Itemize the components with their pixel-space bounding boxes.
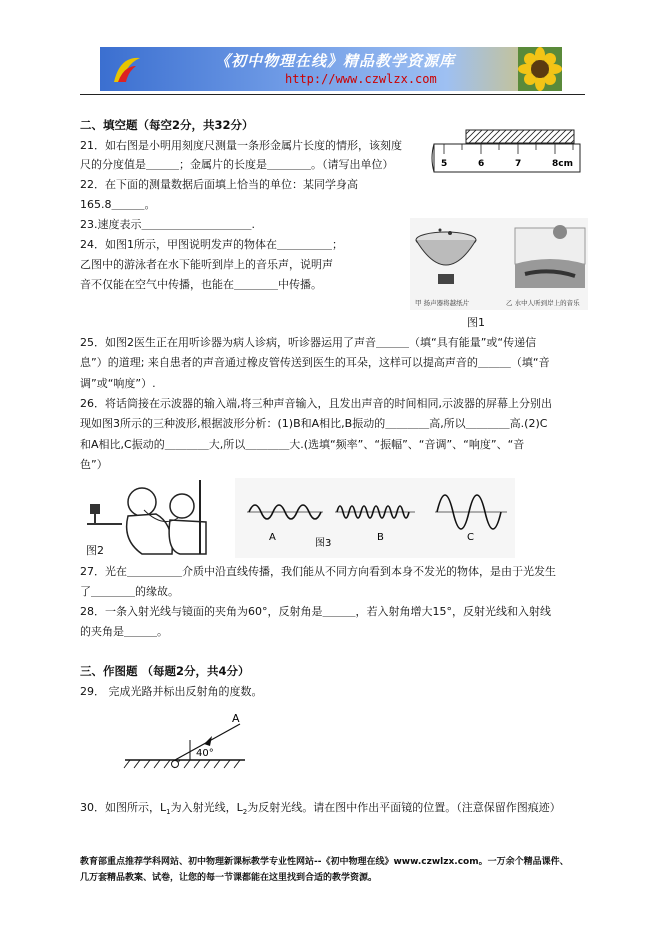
banner-url[interactable]: http://www.czwlzx.com (285, 72, 437, 86)
footer-line-1: 教育部重点推荐学科网站、初中物理新课标教学专业性网站--《初中物理在线》www.czwlzx.com。一万余个精品课件、 (80, 857, 569, 867)
ruler-tick-8cm: 8cm (552, 159, 573, 169)
figure-1 (410, 218, 588, 310)
wave-label-b: B (377, 532, 384, 543)
q30-sub-1: 1 (166, 808, 171, 817)
wave-label-c: C (467, 532, 474, 543)
fig1-caption-left: 甲 扬声器将越纸片 (415, 299, 470, 307)
q24-line2: 乙图中的游泳者在水下能听到岸上的音乐声，说明声 (80, 258, 333, 271)
wave-label-a: A (269, 532, 276, 543)
section2-heading: 二、填空题（每空2分，共32分） (80, 118, 254, 132)
header-banner (100, 47, 562, 91)
q25-line1: 25．如图2医生正在用听诊器为病人诊病，听诊器运用了声音＿＿＿（填“具有能量”或“传递信 (80, 336, 537, 349)
point-a-label: A (232, 712, 240, 725)
q30-part-2: 为入射光线，L (170, 801, 243, 814)
q30-text (80, 801, 561, 819)
q21-line1: 21．如右图是小明用刻度尺测量一条形金属片长度的情形，该刻度 (80, 139, 402, 152)
q27-line1: 27．光在＿＿＿＿＿介质中沿直线传播，我们能从不同方向看到本身不发光的物体，是由于光发生 (80, 565, 556, 578)
fig1-caption-right: 乙 水中人听到岸上的音乐 (506, 299, 580, 307)
ruler-tick-5: 5 (441, 159, 448, 169)
angle-40-label: 40° (196, 748, 214, 759)
ruler-tick-6: 6 (478, 159, 485, 169)
q22-line1: 22．在下面的测量数据后面填上恰当的单位：某同学身高 (80, 178, 358, 191)
banner-title: 《初中物理在线》精品教学资源库 (215, 52, 456, 70)
q25-line3: 调”或“响度”）. (80, 377, 156, 390)
ray-diagram (120, 710, 250, 780)
q22-line2: 165.8＿＿＿。 (80, 198, 156, 211)
fig1-label: 图1 (467, 316, 485, 329)
q28-line1: 28．一条入射光线与镜面的夹角为60°，反射角是＿＿＿，若入射角增大15°，反射光线和入射线 (80, 605, 551, 618)
q27-line2: 了＿＿＿＿的缘故。 (80, 585, 179, 598)
footer-line-2: 几万套精品教案、试卷，让您的每一节课都能在这里找到合适的教学资源。 (80, 873, 378, 883)
q23-line: 23.速度表示＿＿＿＿＿＿＿＿＿＿. (80, 218, 255, 231)
figure-3-waveforms (235, 478, 515, 558)
q25-line2: 息”）的道理; 来自患者的声音通过橡皮管传送到医生的耳朵，这样可以提高声音的＿＿＿（填“音 (80, 356, 550, 369)
q26-line2: 现如图3所示的三种波形,根据波形分析：(1)B和A相比,B振动的＿＿＿＿高,所以＿＿＿＿高.(2)C (80, 417, 548, 430)
q26-line4: 色”） (80, 458, 108, 471)
header-rule (80, 94, 585, 95)
q30-sub-2: 2 (242, 808, 248, 817)
q30-part-3: 为反射光线。请在图中作出平面镜的位置。（注意保留作图痕迹） (247, 801, 561, 814)
ruler-tick-7: 7 (515, 159, 522, 169)
fig3-label: 图3 (315, 538, 332, 549)
q30-part-1: 30．如图所示，L (80, 801, 167, 814)
fig2-label: 图2 (86, 544, 104, 557)
ruler-figure (430, 128, 585, 174)
metal-strip (466, 130, 574, 143)
section3-heading: 三、作图题 （每题2分，共4分） (80, 664, 250, 678)
q24-line1: 24．如图1所示，甲图说明发声的物体在＿＿＿＿＿； (80, 238, 343, 251)
q24-line3: 音不仅能在空气中传播，也能在＿＿＿＿中传播。 (80, 278, 322, 291)
q29-text: 29． 完成光路并标出反射角的度数。 (80, 685, 263, 698)
sunflower-icon (518, 47, 562, 91)
q21-line2: 尺的分度值是＿＿＿；金属片的长度是＿＿＿＿。（请写出单位） (80, 158, 394, 171)
q26-line3: 和A相比,C振动的＿＿＿＿大,所以＿＿＿＿大.(选填“频率”、“振幅”、“音调”、“响度”、“音 (80, 438, 525, 451)
site-logo-icon (110, 52, 144, 86)
speaker-and-swimmer-image (410, 218, 588, 298)
q26-line1: 26．将话筒接在示波器的输入端,将三种声音输入，且发出声音的时间相同,示波器的屏幕上分别出 (80, 397, 552, 410)
q28-line2: 的夹角是＿＿＿。 (80, 625, 168, 638)
